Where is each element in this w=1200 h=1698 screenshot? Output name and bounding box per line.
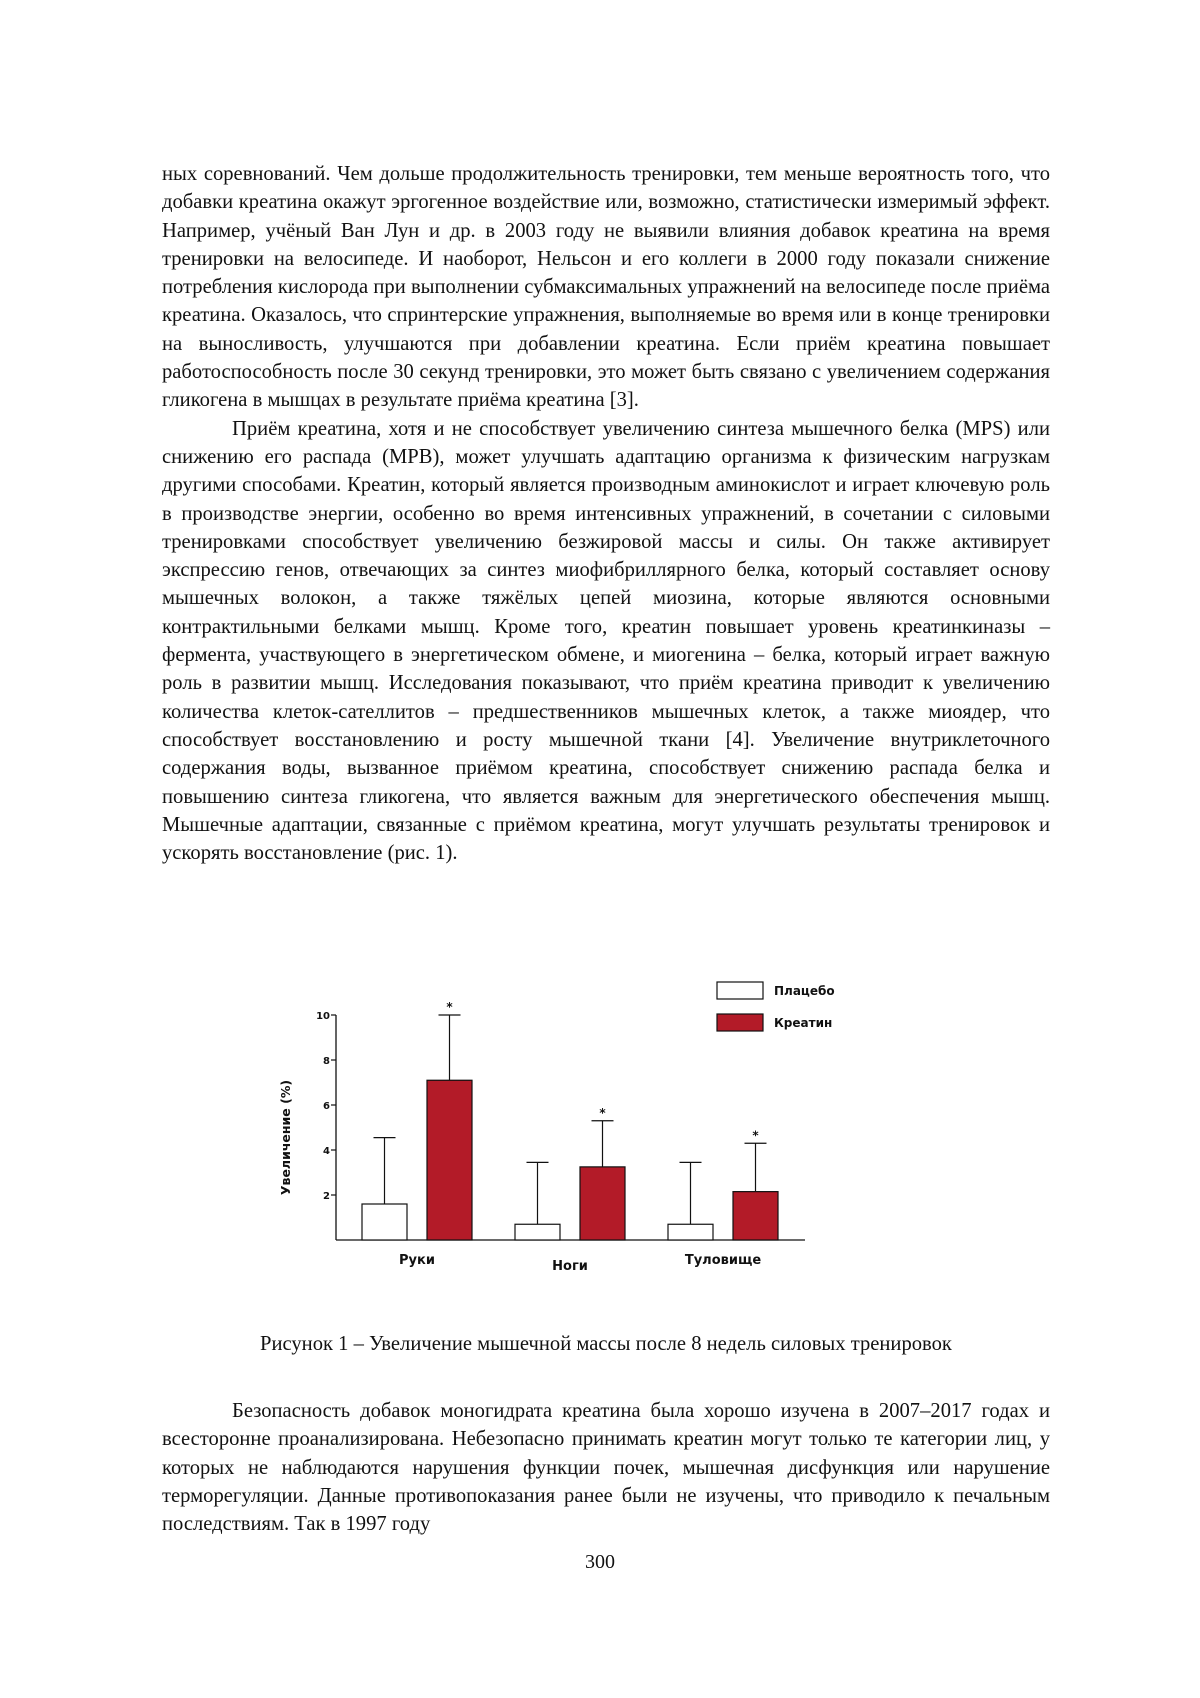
legend-swatch [717, 1014, 763, 1031]
bar-placebo [515, 1224, 560, 1240]
bar-placebo [362, 1204, 407, 1240]
legend-label: Плацебо [774, 984, 835, 998]
y-tick-label: 8 [323, 1056, 330, 1067]
body-text-bottom [162, 1397, 1050, 1538]
bar-placebo [668, 1224, 713, 1240]
paragraph-2: Приём креатина, хотя и не способствует увеличению синтеза мышечного белка (MPS) или снижению его распада (MPB), может улучшать адаптацию организма к физическим нагрузкам другими способами. Креатин, который является производным аминокислот и играет ключевую роль в производстве энергии, особенно во время интенсивных упражнений, в сочетании с силовыми тренировками способствует увеличению безжировой массы и силы. Он также активирует экспрессию генов, отвечающих за синтез миофибриллярного белка, который составляет основу мышечных волокон, а также тяжёлых цепей миозина, которые являются основными контрактильными белками мышц. Кроме того, креатин повышает уровень креатинкиназы – фермента, участвующего в энергетическом обмене, и миогенина – белка, который играет важную роль в развитии мышц. Исследования показывают, что приём креатина приводит к увеличению количества клеток-сателлитов – предшественников мышечных клеток, а также миоядер, что способствует восстановлению и росту мышечной ткани [4]. Увеличение внутриклеточного содержания воды, вызванное приёмом креатина, способствует снижению распада белка и повышению синтеза гликогена, что является важным для энергетического обеспечения мышц. Мышечные адаптации, связанные с приёмом креатина, могут улучшать результаты тренировок и ускорять восстановление (рис. 1). [162, 417, 1050, 865]
y-tick-label: 4 [323, 1146, 330, 1157]
x-category-label: Туловище [684, 1253, 762, 1268]
significance-marker: * [446, 1000, 453, 1014]
y-tick-label: 2 [323, 1191, 330, 1202]
page-number: 300 [585, 1551, 615, 1573]
y-axis-label: Увеличение (%) [278, 1079, 293, 1196]
significance-marker: * [599, 1105, 606, 1120]
x-category-label: Ноги [552, 1259, 588, 1274]
bar-creatine [580, 1167, 625, 1240]
legend-label: Креатин [774, 1016, 833, 1030]
bar-creatine [733, 1192, 778, 1240]
bar-creatine [427, 1080, 472, 1240]
body-text-top [162, 160, 1050, 867]
paragraph-3: Безопасность добавок моногидрата креатина была хорошо изучена в 2007–2017 годах и всесторонне проанализирована. Небезопасно принимать креатин могут только те категории лиц, у которых не наблюдаются нарушения функции почек, мышечная дисфункция или нарушение терморегуляции. Данные противопоказания ранее были не изучены, что приводило к печальным последствиям. Так в 1997 году [162, 1400, 1050, 1536]
figure-chart [278, 975, 890, 1300]
figure-caption: Рисунок 1 – Увеличение мышечной массы после 8 недель силовых тренировок [260, 1333, 952, 1355]
legend-swatch [717, 982, 763, 999]
significance-marker: * [752, 1128, 759, 1143]
x-category-label: Руки [399, 1253, 435, 1268]
y-tick-label: 10 [316, 1011, 330, 1022]
bar-chart [278, 975, 890, 1300]
paragraph-1: ных соревнований. Чем дольше продолжительность тренировки, тем меньше вероятность того, что добавки креатина окажут эргогенное воздействие или, возможно, статистически измеримый эффект. Например, учёный Ван Лун и др. в 2003 году не выявили влияния добавок креатина на время тренировки на велосипеде. И наоборот, Нельсон и его коллеги в 2000 году показали снижение потребления кислорода при выполнении субмаксимальных упражнений на велосипеде после приёма креатина. Оказалось, что спринтерские упражнения, выполняемые во время или в конце тренировки на выносливость, улучшаются при добавлении креатина. Если приём креатина повышает работоспособность после 30 секунд тренировки, это может быть связано с увеличением содержания гликогена в мышцах в результате приёма креатина [3]. [162, 163, 1050, 412]
y-tick-label: 6 [323, 1101, 330, 1112]
